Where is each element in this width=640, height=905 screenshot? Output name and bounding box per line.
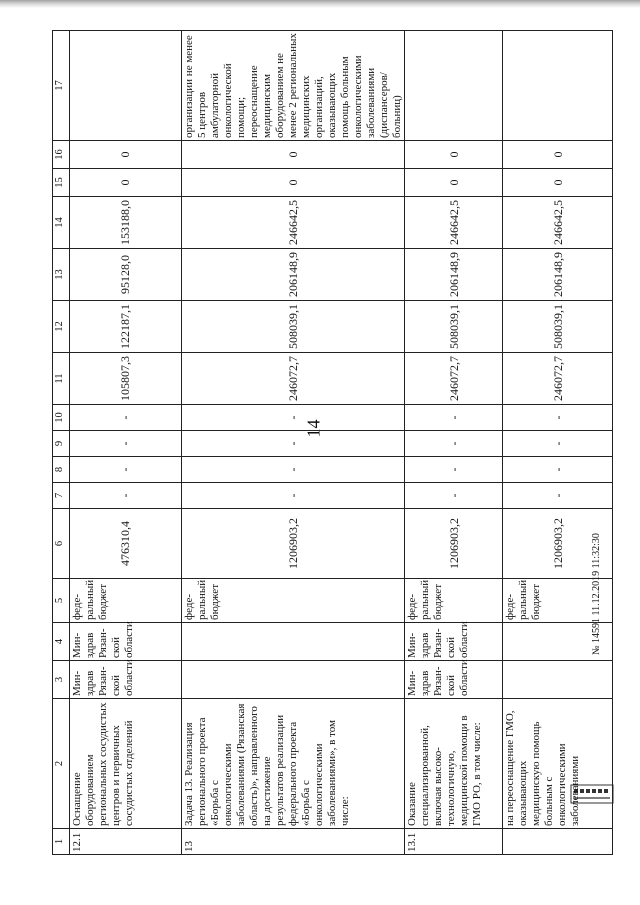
page-number: 14: [303, 419, 324, 438]
row-value-2018: 246072,7: [503, 353, 613, 405]
row-description: на переоснащение ГМО, оказывающих медицинскую помощь больным с онкологическими заболеваниями: [503, 699, 613, 829]
row-value-2021: 246642,5: [503, 197, 613, 249]
header-cell: 11: [53, 353, 70, 405]
row-description: Оснащение оборудованием региональных сосудистых центров и первичных сосудистых отделений: [70, 699, 182, 829]
row-value-2022: 0: [405, 169, 503, 197]
row-executor: Мин-здрав Рязан-ской области: [70, 661, 182, 699]
row-value-2023: 0: [503, 141, 613, 169]
row-description: Задача 13. Реализация регионального проекта «Борьба с онкологическими заболеваниями (Рязанская область)», направленного на достижение результатов реализации федерального проекта «Борьба с онкологическими заболеваниями», в том числе:: [182, 699, 405, 829]
row-coexecutor: [182, 623, 405, 661]
row-number: [503, 829, 613, 855]
document-footer: № 14591 11.12.2019 11:32:30: [591, 533, 602, 655]
header-cell: 14: [53, 197, 70, 249]
row-value-2014: -: [70, 483, 182, 509]
row-total: 1206903,2: [503, 509, 613, 579]
row-value-2019: 508039,1: [182, 301, 405, 353]
row-coexecutor: Мин-здрав Рязан-ской области: [405, 623, 503, 661]
header-cell: 8: [53, 457, 70, 483]
row-number: 13: [182, 829, 405, 855]
table-header-row: [53, 31, 70, 855]
header-cell: 17: [53, 31, 70, 141]
row-value-2020: 95128,0: [70, 249, 182, 301]
row-value-2023: 0: [70, 141, 182, 169]
row-value-2021: 153188,0: [70, 197, 182, 249]
row-value-2020: 206148,9: [182, 249, 405, 301]
row-value-2015: -: [405, 457, 503, 483]
rotated-table-page: [52, 31, 604, 855]
row-number: 12.1: [70, 829, 182, 855]
scan-edge-shadow: [0, 0, 640, 8]
row-value-2021: 246642,5: [182, 197, 405, 249]
row-result: [405, 31, 503, 141]
row-executor: [503, 661, 613, 699]
program-financing-table: [52, 30, 613, 855]
row-result: [503, 31, 613, 141]
row-value-2015: -: [503, 457, 613, 483]
header-cell: 16: [53, 141, 70, 169]
row-executor: Мин-здрав Рязан-ской области: [405, 661, 503, 699]
row-value-2014: -: [503, 483, 613, 509]
row-value-2016: -: [503, 431, 613, 457]
row-value-2022: 0: [182, 169, 405, 197]
header-cell: 15: [53, 169, 70, 197]
header-cell: 5: [53, 579, 70, 623]
row-value-2021: 246642,5: [405, 197, 503, 249]
header-cell: 1: [53, 829, 70, 855]
header-cell: 6: [53, 509, 70, 579]
table-row: [70, 31, 182, 855]
row-coexecutor: [503, 623, 613, 661]
row-value-2014: -: [405, 483, 503, 509]
row-value-2017: -: [405, 405, 503, 431]
row-source: феде-ральный бюджет: [182, 579, 405, 623]
row-source: феде-ральный бюджет: [70, 579, 182, 623]
header-cell: 3: [53, 661, 70, 699]
row-value-2016: -: [70, 431, 182, 457]
header-cell: 10: [53, 405, 70, 431]
row-total: 476310,4: [70, 509, 182, 579]
row-value-2016: -: [405, 431, 503, 457]
row-value-2014: -: [182, 483, 405, 509]
row-value-2020: 206148,9: [405, 249, 503, 301]
row-value-2015: -: [182, 457, 405, 483]
row-result: [70, 31, 182, 141]
row-source: феде-ральный бюджет: [503, 579, 613, 623]
row-description: Оказание специализированной, включая высоко-технологичную, медицинской помощи в ГМО РО, в том числе:: [405, 699, 503, 829]
row-value-2017: -: [503, 405, 613, 431]
header-cell: 2: [53, 699, 70, 829]
row-coexecutor: Мин-здрав Рязан-ской области: [70, 623, 182, 661]
row-value-2022: 0: [70, 169, 182, 197]
row-total: 1206903,2: [182, 509, 405, 579]
header-cell: 12: [53, 301, 70, 353]
header-cell: 9: [53, 431, 70, 457]
row-total: 1206903,2: [405, 509, 503, 579]
row-value-2022: 0: [503, 169, 613, 197]
row-value-2023: 0: [182, 141, 405, 169]
row-value-2018: 246072,7: [405, 353, 503, 405]
row-value-2019: 508039,1: [405, 301, 503, 353]
table-row: [182, 31, 405, 855]
row-value-2023: 0: [405, 141, 503, 169]
row-value-2015: -: [70, 457, 182, 483]
row-number: 13.1: [405, 829, 503, 855]
row-value-2018: 246072,7: [182, 353, 405, 405]
row-value-2018: 105807,3: [70, 353, 182, 405]
row-executor: [182, 661, 405, 699]
row-value-2019: 508039,1: [503, 301, 613, 353]
table-row: [503, 31, 613, 855]
row-value-2019: 122187,1: [70, 301, 182, 353]
header-cell: 7: [53, 483, 70, 509]
row-value-2017: -: [70, 405, 182, 431]
header-cell: 13: [53, 249, 70, 301]
row-result: организации не менее 5 центров амбулаторной онкологической помощи; переоснащение медицинским оборудованием не менее 2 региональных медицинских организаций, оказывающих помощь больным онкологическими заболеваниями (диспансеров/ больниц): [182, 31, 405, 141]
header-cell: 4: [53, 623, 70, 661]
row-source: феде-ральный бюджет: [405, 579, 503, 623]
row-value-2020: 206148,9: [503, 249, 613, 301]
row-value-2017: -: [182, 405, 405, 431]
row-value-2016: -: [182, 431, 405, 457]
table-row: [405, 31, 503, 855]
